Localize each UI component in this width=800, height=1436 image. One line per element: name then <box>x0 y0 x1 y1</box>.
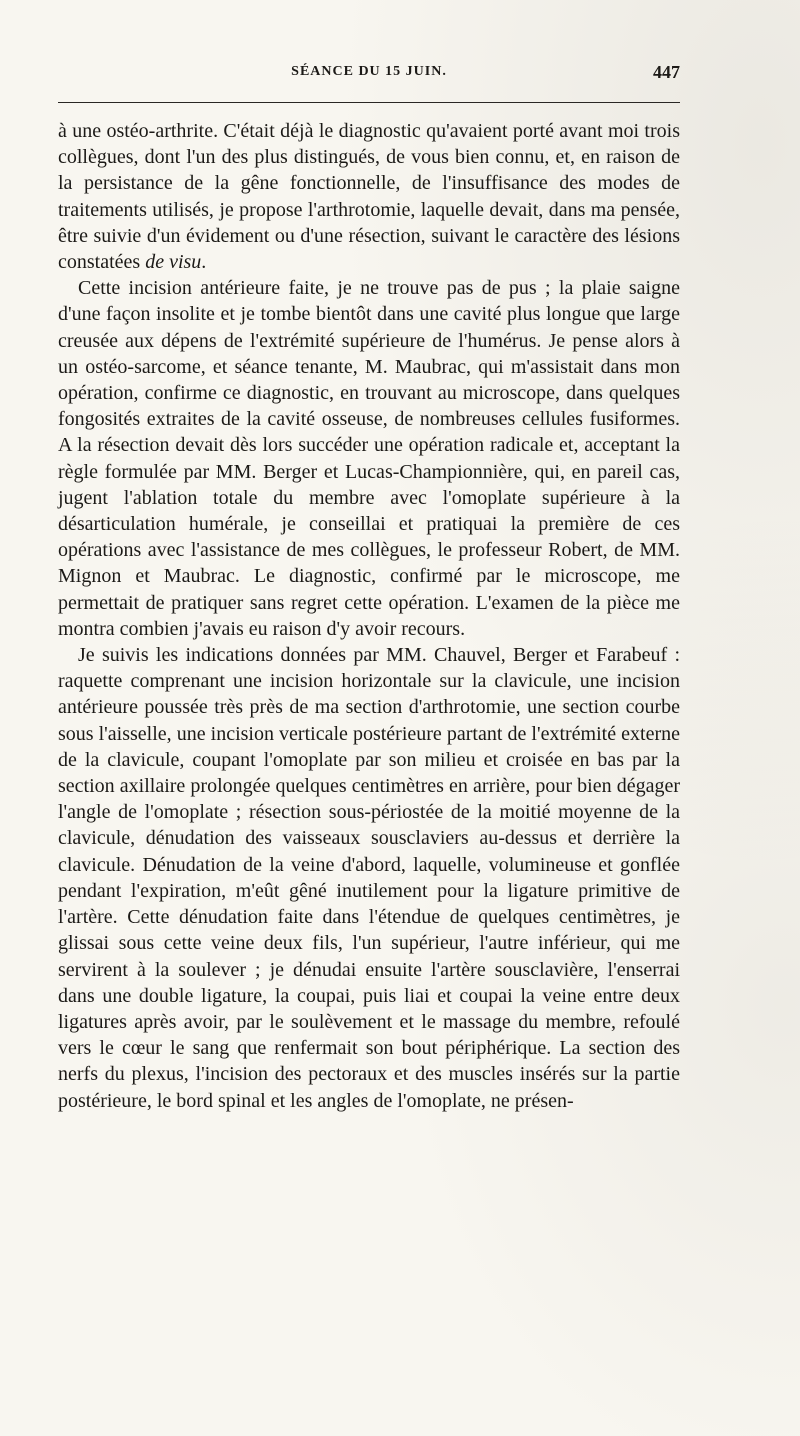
running-head: SÉANCE DU 15 JUIN. <box>291 64 447 79</box>
paragraph-3: Je suivis les indications données par MM. Chauvel, Berger et Farabeuf : raquette comprenant une incision horizontale sur la clavicule, une incision antérieure poussée très près de ma section d'arthrotomie, une section courbe sous l'aisselle, une incision verticale postérieure partant de l'extrémité externe de la clavicule, coupant l'omoplate par son milieu et croisée en bas par la section axillaire prolongée quelques centimètres en arrière, pour bien dégager l'angle de l'omoplate ; résection sous-périostée de la moitié moyenne de la clavicule, dénudation des vaisseaux sousclaviers au-dessus et derrière la clavicule. Dénudation de la veine d'abord, laquelle, volumineuse et gonflée pendant l'expiration, m'eût gêné inutilement pour la ligature primitive de l'artère. Cette dénudation faite dans l'étendue de quelques centimètres, je glissai sous cette veine deux fils, l'un supérieur, l'autre inférieur, qui me servirent à la soulever ; je dénudai ensuite l'artère sousclavière, l'enserrai dans une double ligature, la coupai, puis liai et coupai la veine entre deux ligatures après avoir, par le soulèvement et le massage du membre, refoulé vers le cœur le sang que renfermait son bout périphérique. La section des nerfs du plexus, l'incision des pectoraux et des muscles insérés sur la partie postérieure, le bord spinal et les angles de l'omoplate, ne présen- <box>58 644 680 1112</box>
body-text <box>58 118 680 1114</box>
header-rule <box>58 102 680 103</box>
paragraph-1-end: . <box>201 251 207 274</box>
paragraph-1-italic: de visu <box>145 251 202 274</box>
paragraph-1-text: à une ostéo-arthrite. C'était déjà le diagnostic qu'avaient porté avant moi trois collègues, dont l'un des plus distingués, de vous bien connu, et, en raison de la persistance de la gêne fonctionnelle, de l'insuffisance des modes de traitements utilisés, je propose l'arthrotomie, laquelle devait, dans ma pensée, être suivie d'un évidement ou d'une résection, suivant le caractère des lésions constatées <box>58 120 680 274</box>
paragraph-1 <box>58 118 680 275</box>
paragraph-2: Cette incision antérieure faite, je ne trouve pas de pus ; la plaie saigne d'une façon insolite et je tombe bientôt dans une cavité plus longue que large creusée aux dépens de l'extrémité supérieure de l'humérus. Je pense alors à un ostéo-sarcome, et séance tenante, M. Maubrac, qui m'assistait dans mon opération, confirme ce diagnostic, en trouvant au microscope, dans quelques fongosités extraites de la cavité osseuse, de nombreuses cellules fusiformes. A la résection devait dès lors succéder une opération radicale et, acceptant la règle formulée par MM. Berger et Lucas-Championnière, qui, en pareil cas, jugent l'ablation totale du membre avec l'omoplate supérieure à la désarticulation humérale, je conseillai et pratiquai la première de ces opérations avec l'assistance de mes collègues, le professeur Robert, de MM. Mignon et Maubrac. Le diagnostic, confirmé par le microscope, me permettait de pratiquer sans regret cette opération. L'examen de la pièce me montra combien j'avais eu raison d'y avoir recours. <box>58 277 680 640</box>
page-number: 447 <box>653 62 680 82</box>
page-header <box>58 64 680 92</box>
